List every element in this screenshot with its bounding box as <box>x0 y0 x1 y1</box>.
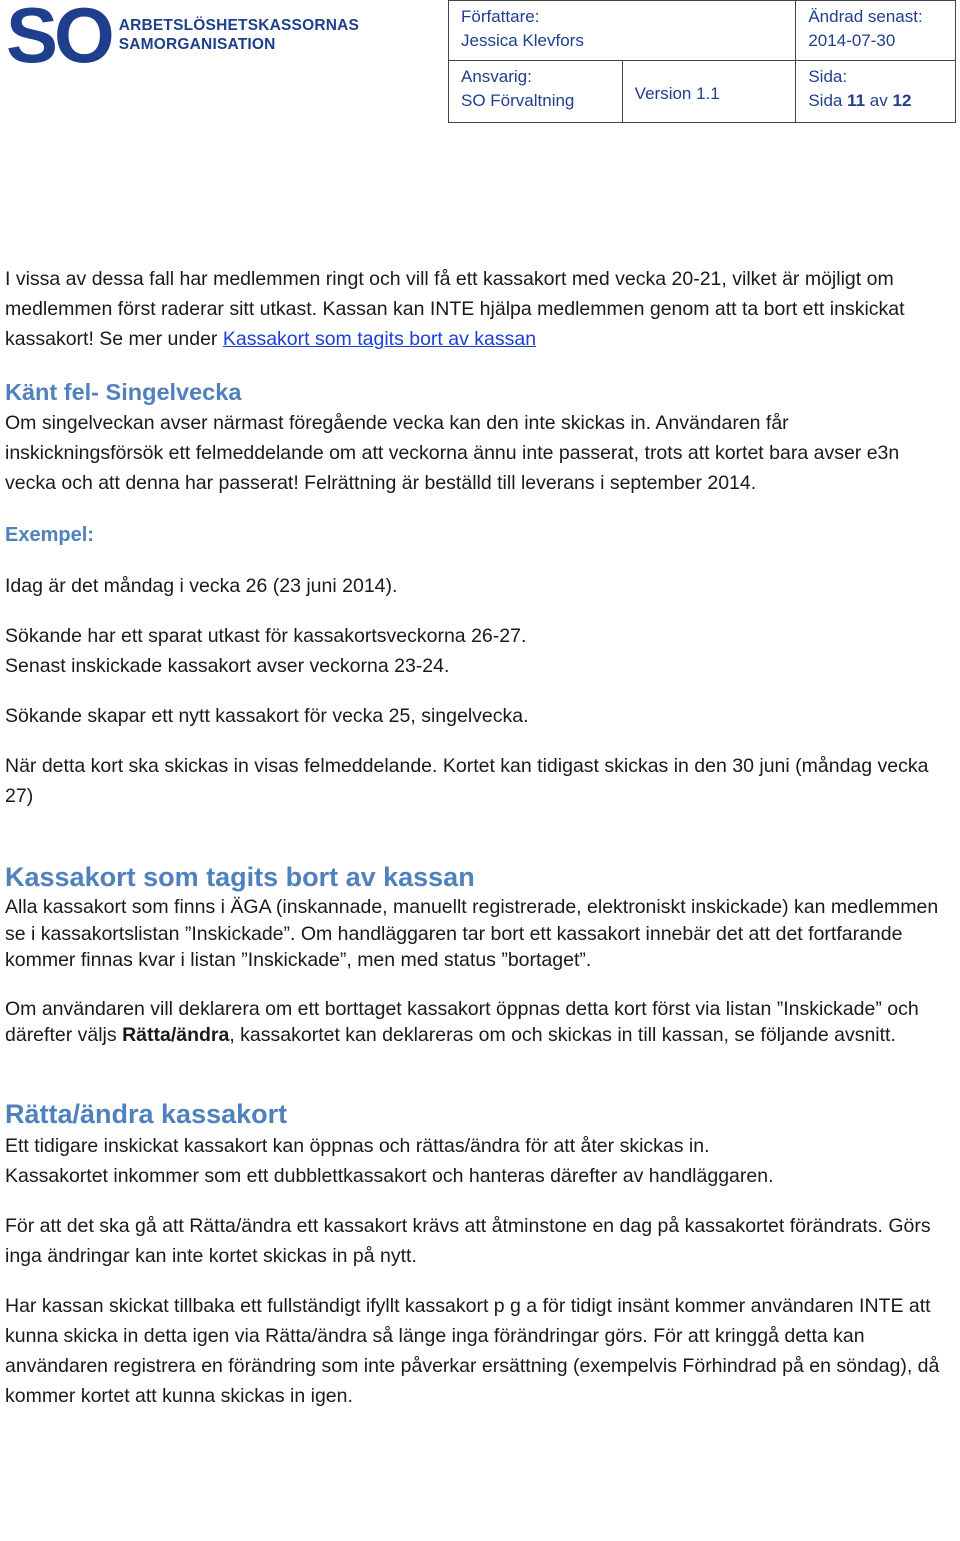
changed-value: 2014-07-30 <box>808 31 896 50</box>
example-label: Exempel: <box>5 524 94 546</box>
page-sep: av <box>865 91 893 110</box>
author-value: Jessica Klevfors <box>461 31 584 50</box>
example-line-4: När detta kort ska skickas in visas felmeddelande. Kortet kan tidigast skickas in den 30 juni (måndag vecka 27) <box>5 755 929 807</box>
heading-removed-cards: Kassakort som tagits bort av kassan <box>5 862 475 892</box>
heading-correct-change: Rätta/ändra kassakort <box>5 1098 288 1129</box>
paragraph-correct-2: För att det ska gå att Rätta/ändra ett kassakort krävs att åtminstone en dag på kassakortet förändrats. Görs inga ändringar kan inte kortet skickas in på nytt. <box>5 1214 931 1267</box>
page-current: 11 <box>847 91 866 110</box>
link-removed-cards[interactable]: Kassakort som tagits bort av kassan <box>222 328 537 350</box>
paragraph-removed-2 <box>5 996 950 1049</box>
organization-logo <box>6 0 360 79</box>
paragraph-removed-2-text-b: , kassakortet kan deklareras om och skickas in till kassan, se följande avsnitt. <box>229 1024 896 1046</box>
paragraph-intro-text: I vissa av dessa fall har medlemmen ringt och vill få ett kassakort med vecka 20-21, vilket är möjligt om medlemmen först raderar sitt utkast. Kassan kan INTE hjälpa medlemmen genom att ta bort ett inskickat kassakort! Se mer under <box>5 268 905 350</box>
page-total: 12 <box>892 91 912 110</box>
correct-change-bold: Rätta/ändra <box>122 1024 230 1046</box>
example-line-3: Sökande skapar ett nytt kassakort för vecka 25, singelvecka. <box>5 705 529 727</box>
page-label: Sida: <box>808 67 848 86</box>
logo-line-1: ARBETSLÖSHETSKASSORNAS <box>118 17 360 34</box>
paragraph-removed-1: Alla kassakort som finns i ÄGA (inskannade, manuellt registrerade, elektroniskt inskickade) kan medlemmen se i kassakortslistan ”Inskickade”. Om handläggaren tar bort ett kassakort innebär det att det fortfarande kommer finnas kvar i listan ”Inskickade”, men med status ”bortaget”. <box>5 896 939 971</box>
page-cell <box>796 61 956 123</box>
logo-line-2: SAMORGANISATION <box>118 36 276 53</box>
paragraph-correct-3: Har kassan skickat tillbaka ett fullständigt ifyllt kassakort p g a för tidigt insänt kommer användaren INTE att kunna skicka in detta igen via Rätta/ändra så länge inga förändringar görs. För att kringgå detta kan användaren registrera en förändring som inte påverkar ersättning (exempelvis Förhindrad på en söndag), då kommer kortet att kunna skickas in igen. <box>5 1294 940 1407</box>
paragraph-intro <box>5 264 950 354</box>
paragraph-removed-2-text-a: Om användaren vill deklarera om ett borttaget kassakort öppnas detta kort först via listan ”Inskickade” och därefter väljs <box>5 997 919 1046</box>
logo-letters: SO <box>6 0 111 79</box>
example-line-2a: Sökande har ett sparat utkast för kassakortsveckorna 26-27. <box>5 625 527 647</box>
logo-wordmark <box>119 16 359 54</box>
responsible-value: SO Förvaltning <box>461 91 575 110</box>
author-cell <box>449 1 796 61</box>
page-prefix: Sida <box>808 91 848 110</box>
paragraph-correct-1a: Ett tidigare inskickat kassakort kan öppnas och rättas/ändra för att åter skickas in. <box>5 1134 710 1157</box>
example-line-1: Idag är det måndag i vecka 26 (23 juni 2014). <box>5 575 398 597</box>
version-cell <box>622 61 796 123</box>
changed-label: Ändrad senast: <box>808 7 923 26</box>
page-value <box>808 89 945 113</box>
changed-cell <box>796 1 956 61</box>
responsible-label: Ansvarig: <box>461 67 532 86</box>
responsible-cell <box>449 61 623 123</box>
version-value: Version 1.1 <box>634 83 720 103</box>
document-body <box>5 264 950 1411</box>
author-label: Författare: <box>461 7 540 26</box>
example-line-2b: Senast inskickade kassakort avser veckorna 23-24. <box>5 655 450 677</box>
document-meta-table <box>448 0 956 123</box>
heading-known-bug: Känt fel- Singelvecka <box>5 379 242 405</box>
paragraph-correct-1b: Kassakortet inkommer som ett dubblettkassakort och hanteras därefter av handläggaren. <box>5 1164 774 1187</box>
paragraph-known-bug: Om singelveckan avser närmast föregående vecka kan den inte skickas in. Användaren får inskickningsförsök ett felmeddelande om att veckorna ännu inte passerat, trots att kortet bara avser e3n vecka och att denna har passerat! Felrättning är beställd till leverans i september 2014. <box>5 412 900 494</box>
